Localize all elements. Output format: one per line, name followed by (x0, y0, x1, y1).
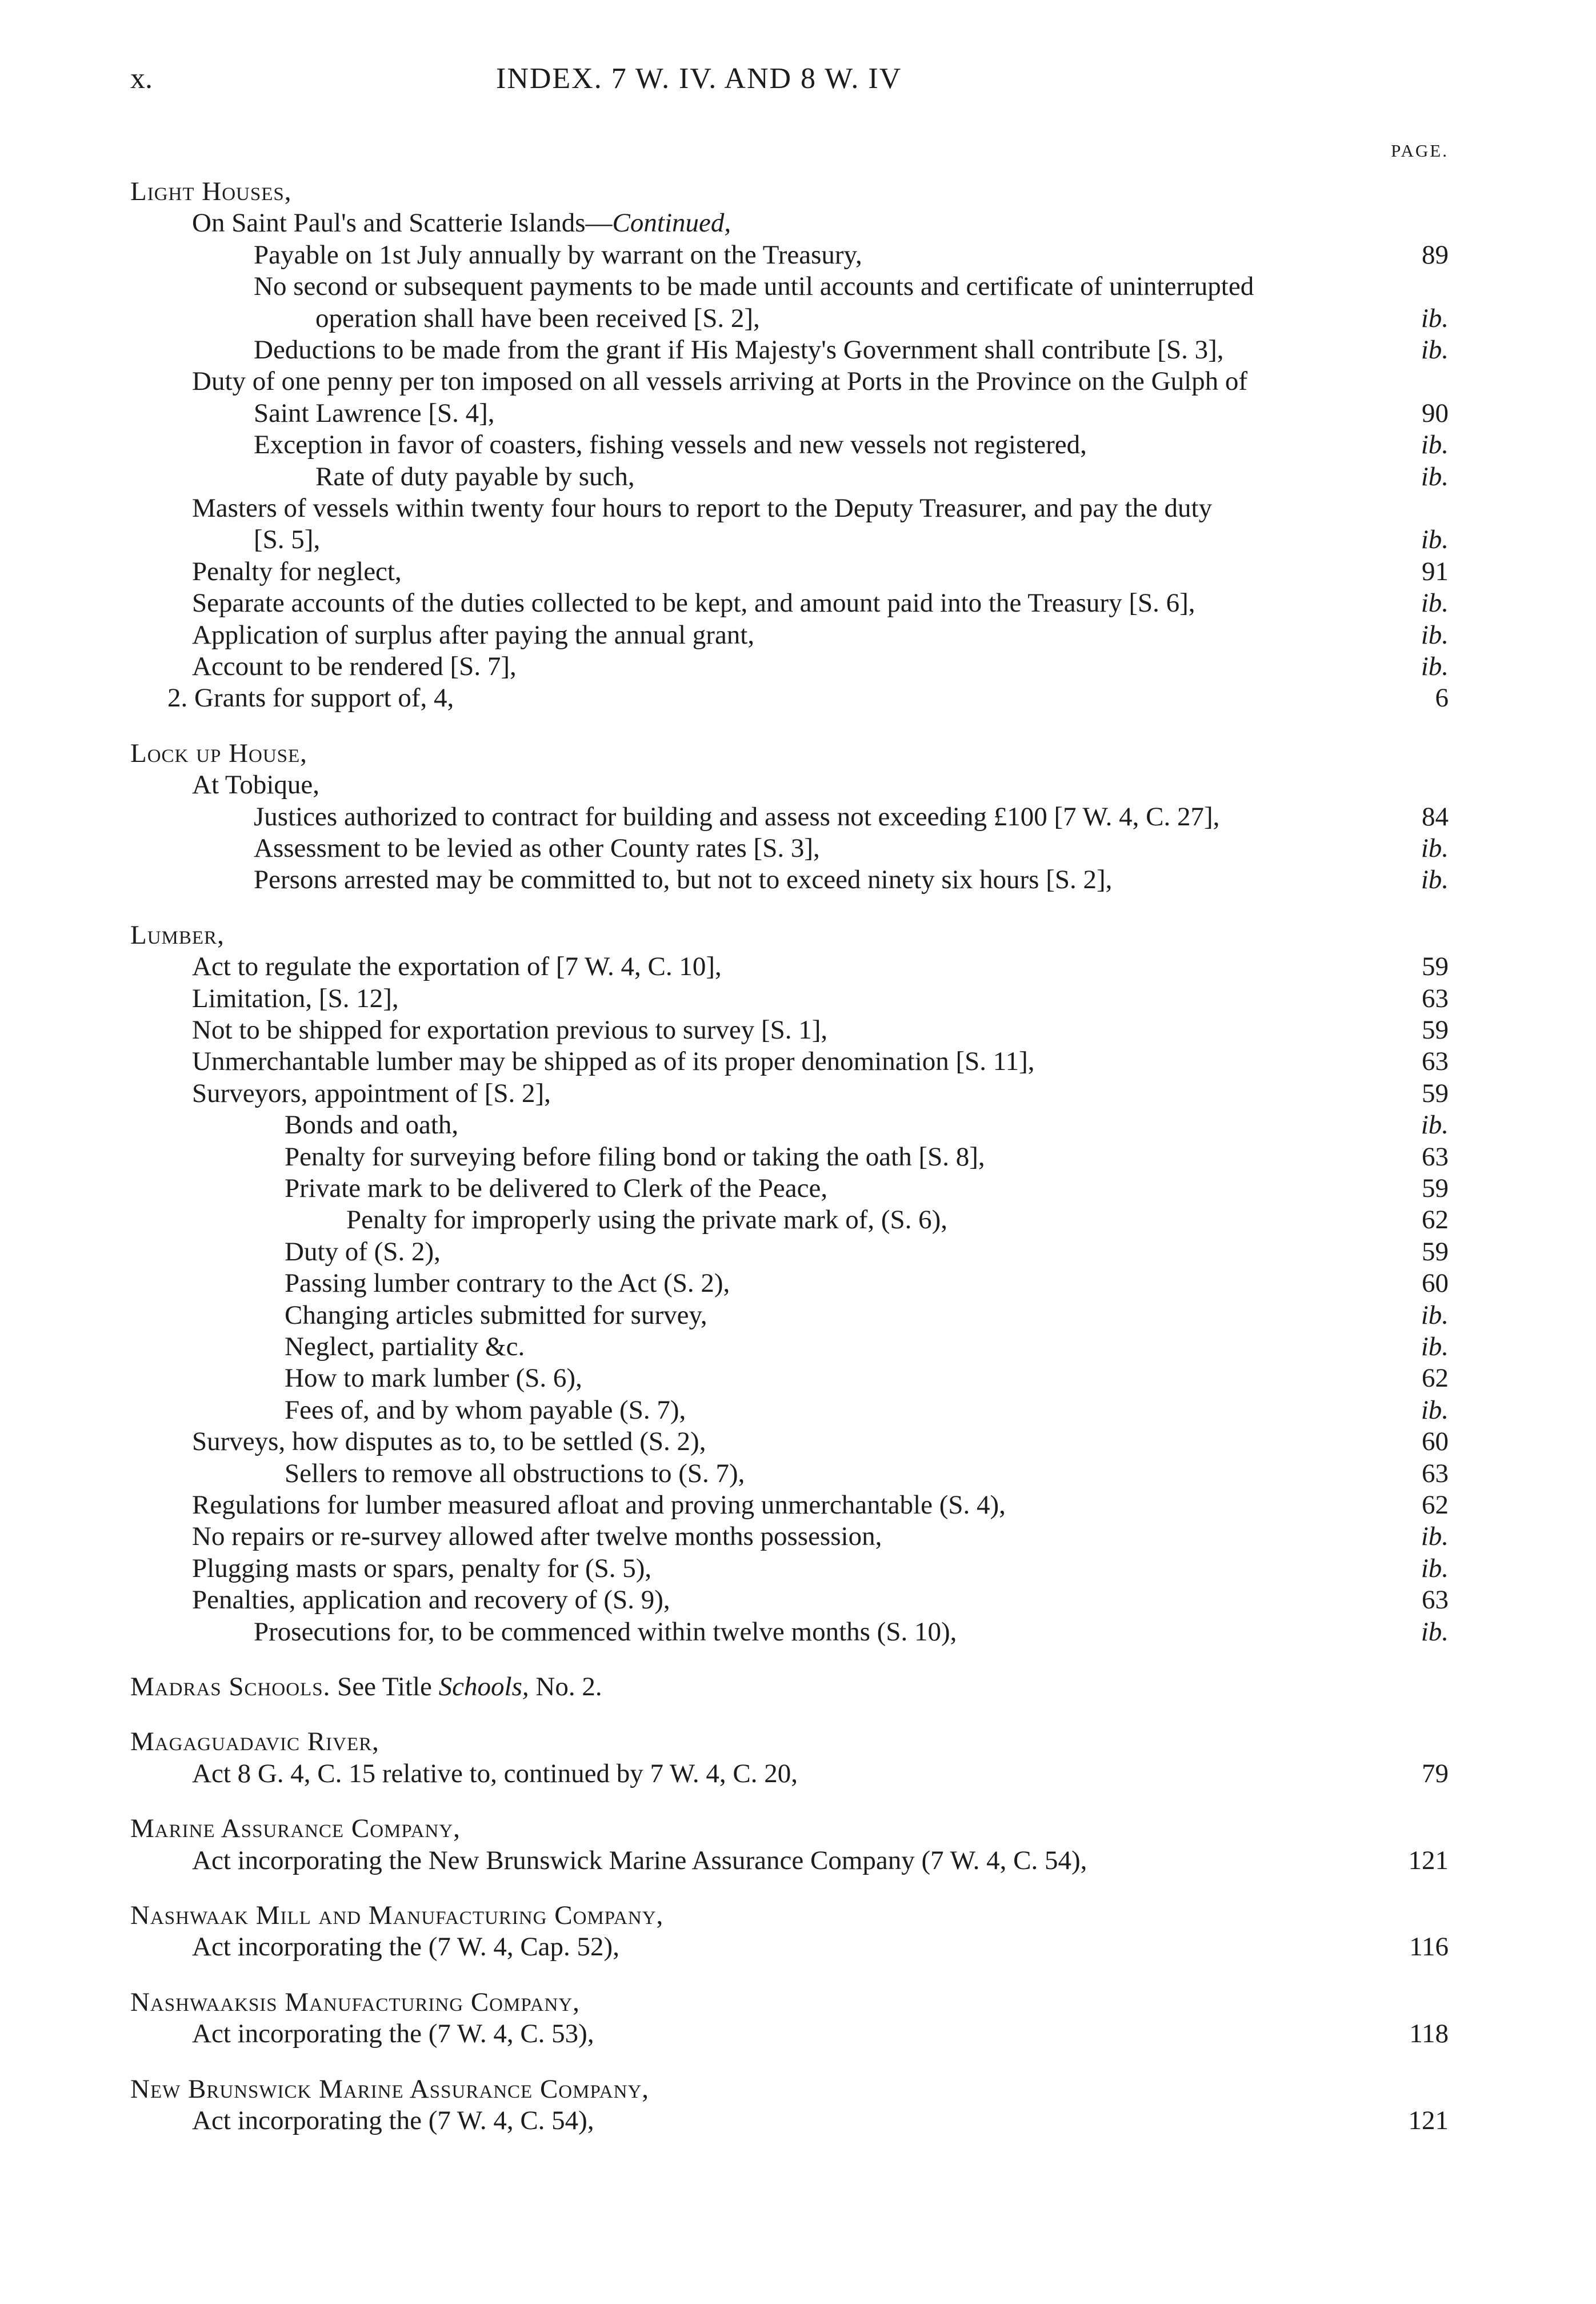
entry-text (285, 1330, 525, 1363)
index-entry-row (0, 428, 1449, 461)
entry-label: operation shall have been received [S. 2], (315, 304, 760, 333)
entry-text (285, 1267, 730, 1300)
entry-label: Penalty for improperly using the private mark of, (S. 6), (346, 1205, 948, 1235)
index-entry-row (0, 1203, 1449, 1236)
page-reference: 118 (1409, 2019, 1449, 2049)
entry-label: Unmerchantable lumber may be shipped as of its proper denomination [S. 11], (192, 1047, 1035, 1076)
index-entry-row (0, 950, 1449, 983)
entry-label: Surveys, how disputes as to, to be settled (S. 2), (192, 1427, 706, 1456)
entry-text (192, 586, 1195, 620)
entry-text (192, 1077, 551, 1110)
page-reference: ib. (1421, 620, 1449, 650)
index-heading-row (0, 1986, 1449, 2019)
index-heading-row (0, 2073, 1449, 2106)
index-entry-row (0, 1844, 1449, 1877)
index-entry-row (0, 1930, 1449, 1963)
entry-text (285, 1140, 985, 1173)
index-entry-row (0, 681, 1449, 714)
page-reference: ib. (1421, 525, 1449, 554)
index-entry-row (0, 492, 1449, 525)
page-title: INDEX. 7 W. IV. AND 8 W. IV (496, 62, 902, 95)
page-reference: 79 (1422, 1759, 1449, 1788)
entry-text (192, 650, 517, 683)
page-reference: ib. (1421, 588, 1449, 618)
entry-label: Saint Lawrence [S. 4], (254, 398, 495, 428)
entry-text (254, 270, 1254, 303)
entry-text (254, 1615, 957, 1648)
index-entry-row (0, 982, 1449, 1015)
entry-text (315, 302, 760, 335)
entry-heading: Lock up House, (130, 738, 307, 768)
entry-label: Account to be rendered [S. 7], (192, 652, 517, 681)
page-reference: 62 (1422, 1205, 1449, 1235)
index-entry-row (0, 1583, 1449, 1616)
entry-label: At Tobique, (192, 770, 319, 800)
index-entry-row (0, 238, 1449, 271)
entry-label: Assessment to be levied as other County rates [S. 3], (254, 833, 820, 863)
entry-label: Fees of, and by whom payable (S. 7), (285, 1395, 686, 1425)
index-entry-row (0, 1361, 1449, 1395)
index-entry-row (0, 270, 1449, 303)
entry-label: Separate accounts of the duties collected to be kept, and amount paid into the Treasury [S. 6], (192, 588, 1195, 618)
index-entry-row (0, 1615, 1449, 1648)
page-reference: ib. (1421, 833, 1449, 863)
index-entry-row (0, 1520, 1449, 1553)
entry-text (285, 1235, 441, 1268)
entry-text (130, 737, 307, 770)
entry-label: Deductions to be made from the grant if His Majesty's Government shall contribute [S. 3], (254, 335, 1224, 365)
entry-text (130, 2073, 649, 2106)
entry-label: Exception in favor of coasters, fishing vessels and new vessels not registered, (254, 430, 1087, 460)
index-entry-row (0, 1108, 1449, 1141)
entry-heading: Marine Assurance Company, (130, 1814, 461, 1843)
entry-label: Neglect, partiality &c. (285, 1332, 525, 1361)
page-reference: 60 (1422, 1268, 1449, 1298)
entry-heading: New Brunswick Marine Assurance Company, (130, 2074, 650, 2104)
entry-text (192, 982, 399, 1015)
entry-label: Bonds and oath, (285, 1110, 459, 1140)
entry-label: Masters of vessels within twenty four hours to report to the Deputy Treasurer, and pay the duty (192, 493, 1213, 523)
page-reference: 63 (1422, 984, 1449, 1013)
entry-text (130, 175, 292, 208)
index-entry-row (0, 523, 1449, 556)
entry-label: Sellers to remove all obstructions to (S. 7), (285, 1459, 745, 1488)
index-entry-row (0, 1267, 1449, 1300)
entry-text (346, 1203, 947, 1236)
entry-italic: Schools, (438, 1672, 529, 1702)
index-heading-row (0, 737, 1449, 770)
entry-text (192, 1930, 619, 1963)
page-reference: 84 (1422, 802, 1449, 832)
entry-text (285, 1172, 827, 1205)
index-entry-row (0, 1172, 1449, 1205)
entry-text (192, 1583, 670, 1616)
page-reference: 63 (1422, 1047, 1449, 1076)
page-reference: 63 (1422, 1142, 1449, 1172)
index-entry-row (0, 1425, 1449, 1458)
index-entry-row (0, 618, 1449, 652)
entry-label: Limitation, [S. 12], (192, 984, 399, 1013)
entry-heading: Nashwaaksis Manufacturing Company, (130, 1987, 580, 2017)
entry-label: Penalty for neglect, (192, 557, 402, 586)
entry-text (130, 1986, 580, 2019)
index-entry-row (0, 302, 1449, 335)
entry-text (285, 1361, 582, 1395)
page-reference: ib. (1421, 1395, 1449, 1425)
entry-text (130, 1670, 602, 1703)
page-reference: 59 (1422, 1173, 1449, 1203)
index-heading-row (0, 1670, 1449, 1703)
page-reference: ib. (1421, 1110, 1449, 1140)
entry-text (254, 863, 1112, 896)
entry-text (192, 1844, 1087, 1877)
entry-label: Plugging masts or spars, penalty for (S. 5), (192, 1554, 652, 1583)
entry-text (192, 555, 402, 588)
entry-text (254, 397, 495, 430)
entry-label: Prosecutions for, to be commenced within twelve months (S. 10), (254, 1617, 957, 1647)
page-reference: ib. (1421, 1554, 1449, 1583)
index-entry-row (0, 1299, 1449, 1332)
entry-label: Act 8 G. 4, C. 15 relative to, continued by 7 W. 4, C. 20, (192, 1759, 798, 1788)
index-entry-row (0, 397, 1449, 430)
index-entry-row (0, 1140, 1449, 1173)
page-reference: 121 (1408, 2106, 1449, 2135)
index-entry-row (0, 1457, 1449, 1490)
entry-label: Regulations for lumber measured afloat and proving unmerchantable (S. 4), (192, 1490, 1006, 1520)
index-entry-row (0, 2017, 1449, 2050)
entry-heading: Light Houses, (130, 177, 292, 206)
entry-label: Penalties, application and recovery of (S. 9), (192, 1585, 670, 1615)
page-reference: 59 (1422, 1079, 1449, 1108)
index-entry-row (0, 832, 1449, 865)
page-reference: 59 (1422, 1015, 1449, 1045)
page-reference: ib. (1421, 1617, 1449, 1647)
entry-text (254, 428, 1087, 461)
page-reference: ib. (1421, 430, 1449, 460)
index-heading-row (0, 175, 1449, 208)
entry-text (192, 2017, 594, 2050)
entry-text (192, 1520, 882, 1553)
entry-label: 2. Grants for support of, 4, (167, 683, 454, 713)
index-entry-row (0, 586, 1449, 620)
entry-label: Not to be shipped for exportation previous to survey [S. 1], (192, 1015, 828, 1045)
page-column-label: PAGE. (1391, 141, 1449, 161)
entry-text (192, 618, 754, 652)
index-entry-row (0, 1552, 1449, 1585)
index-entry-row (0, 2104, 1449, 2137)
page-reference: 90 (1422, 398, 1449, 428)
entry-text (315, 460, 635, 493)
entry-label: Passing lumber contrary to the Act (S. 2), (285, 1268, 730, 1298)
index-entry-row (0, 1235, 1449, 1268)
index-heading-row (0, 1812, 1449, 1845)
entry-text (254, 238, 862, 271)
page-reference: 63 (1422, 1585, 1449, 1615)
entry-text (254, 523, 320, 556)
page-reference: 89 (1422, 240, 1449, 270)
entry-text (192, 768, 319, 801)
entry-text (192, 365, 1247, 398)
entry-text (167, 681, 454, 714)
index-entry-row (0, 365, 1449, 398)
page-reference: 116 (1409, 1932, 1449, 1962)
page-reference: 62 (1422, 1363, 1449, 1393)
page-reference: ib. (1421, 1332, 1449, 1361)
entry-heading: Lumber, (130, 920, 225, 950)
entry-label: Changing articles submitted for survey, (285, 1300, 707, 1330)
index-entry-row (0, 1045, 1449, 1078)
page-reference: ib. (1421, 652, 1449, 681)
entry-text (192, 1757, 798, 1790)
index-heading-row (0, 919, 1449, 952)
index-entry-row (0, 460, 1449, 493)
entry-text (285, 1108, 458, 1141)
index-entry-row (0, 1077, 1449, 1110)
index-heading-row (0, 1899, 1449, 1932)
index-entry-row (0, 768, 1449, 801)
entry-italic: Continued, (612, 208, 731, 238)
index-heading-row (0, 1725, 1449, 1758)
entry-text (192, 1425, 706, 1458)
entry-text (285, 1393, 686, 1427)
entry-text (254, 333, 1224, 366)
entry-label: Duty of (S. 2), (285, 1237, 441, 1267)
index-entry-row (0, 1757, 1449, 1790)
entry-label: Act incorporating the New Brunswick Marine Assurance Company (7 W. 4, C. 54), (192, 1846, 1087, 1875)
index-entry-row (0, 863, 1449, 896)
entry-text (192, 2104, 594, 2137)
page-number-roman: x. (130, 62, 153, 95)
entry-text (192, 206, 731, 239)
entry-label: Act incorporating the (7 W. 4, Cap. 52), (192, 1932, 619, 1962)
entry-label: [S. 5], (254, 525, 321, 554)
entry-label: Payable on 1st July annually by warrant on the Treasury, (254, 240, 862, 270)
index-entry-row (0, 333, 1449, 366)
page-reference: 60 (1422, 1427, 1449, 1456)
entry-label: Act incorporating the (7 W. 4, C. 53), (192, 2019, 594, 2049)
entry-text (192, 492, 1212, 525)
entry-text (192, 1552, 651, 1585)
index-entry-row (0, 1488, 1449, 1522)
entry-text (130, 1725, 379, 1758)
page-reference: 6 (1435, 683, 1449, 713)
page-reference: ib. (1421, 335, 1449, 365)
entry-reference: See Title (330, 1672, 439, 1702)
page-reference: 91 (1422, 557, 1449, 586)
entry-text (192, 950, 722, 983)
entry-label: No repairs or re-survey allowed after twelve months possession, (192, 1522, 882, 1551)
entry-text (130, 919, 225, 952)
entry-text (192, 1013, 827, 1047)
entry-label: Justices authorized to contract for building and assess not exceeding £100 [7 W. 4, C. 27], (254, 802, 1220, 832)
entry-heading: Madras Schools. (130, 1672, 331, 1702)
entry-label: Persons arrested may be committed to, but not to exceed ninety six hours [S. 2], (254, 865, 1113, 895)
entry-label: How to mark lumber (S. 6), (285, 1363, 582, 1393)
entry-label: Rate of duty payable by such, (315, 462, 635, 492)
entry-text (285, 1457, 745, 1490)
entry-text (130, 1899, 663, 1932)
index-entry-row (0, 1393, 1449, 1427)
page-reference: ib. (1421, 1300, 1449, 1330)
page-reference: ib. (1421, 1522, 1449, 1551)
entry-label: Duty of one penny per ton imposed on all vessels arriving at Ports in the Province on the Gulph of (192, 366, 1248, 396)
index-entry-row (0, 206, 1449, 239)
index-entry-row (0, 650, 1449, 683)
entry-label: Penalty for surveying before filing bond or taking the oath [S. 8], (285, 1142, 985, 1172)
page-reference: ib. (1421, 304, 1449, 333)
entry-label: No second or subsequent payments to be made until accounts and certificate of uninterrupted (254, 271, 1254, 301)
entry-text (192, 1045, 1034, 1078)
entry-label: On Saint Paul's and Scatterie Islands— (192, 208, 613, 238)
entry-label: Act to regulate the exportation of [7 W. 4, C. 10], (192, 952, 722, 981)
entry-text (192, 1488, 1006, 1522)
entry-text (254, 832, 820, 865)
entry-text (254, 800, 1219, 833)
page-reference: 62 (1422, 1490, 1449, 1520)
entry-label: Surveyors, appointment of [S. 2], (192, 1079, 551, 1108)
page-reference: ib. (1421, 462, 1449, 492)
entry-heading: Nashwaak Mill and Manufacturing Company, (130, 1900, 664, 1930)
entry-tail: No. 2. (529, 1672, 602, 1702)
page-reference: 63 (1422, 1459, 1449, 1488)
index-entry-row (0, 800, 1449, 833)
index-entry-row (0, 1013, 1449, 1047)
page-reference: 59 (1422, 1237, 1449, 1267)
page-reference: ib. (1421, 865, 1449, 895)
entry-label: Act incorporating the (7 W. 4, C. 54), (192, 2106, 594, 2135)
entry-text (285, 1299, 707, 1332)
index-entry-row (0, 555, 1449, 588)
entry-label: Application of surplus after paying the annual grant, (192, 620, 755, 650)
page-reference: 121 (1408, 1846, 1449, 1875)
index-entry-row (0, 1330, 1449, 1363)
page-reference: 59 (1422, 952, 1449, 981)
entry-text (130, 1812, 461, 1845)
entry-heading: Magaguadavic River, (130, 1727, 379, 1756)
entry-label: Private mark to be delivered to Clerk of the Peace, (285, 1173, 828, 1203)
